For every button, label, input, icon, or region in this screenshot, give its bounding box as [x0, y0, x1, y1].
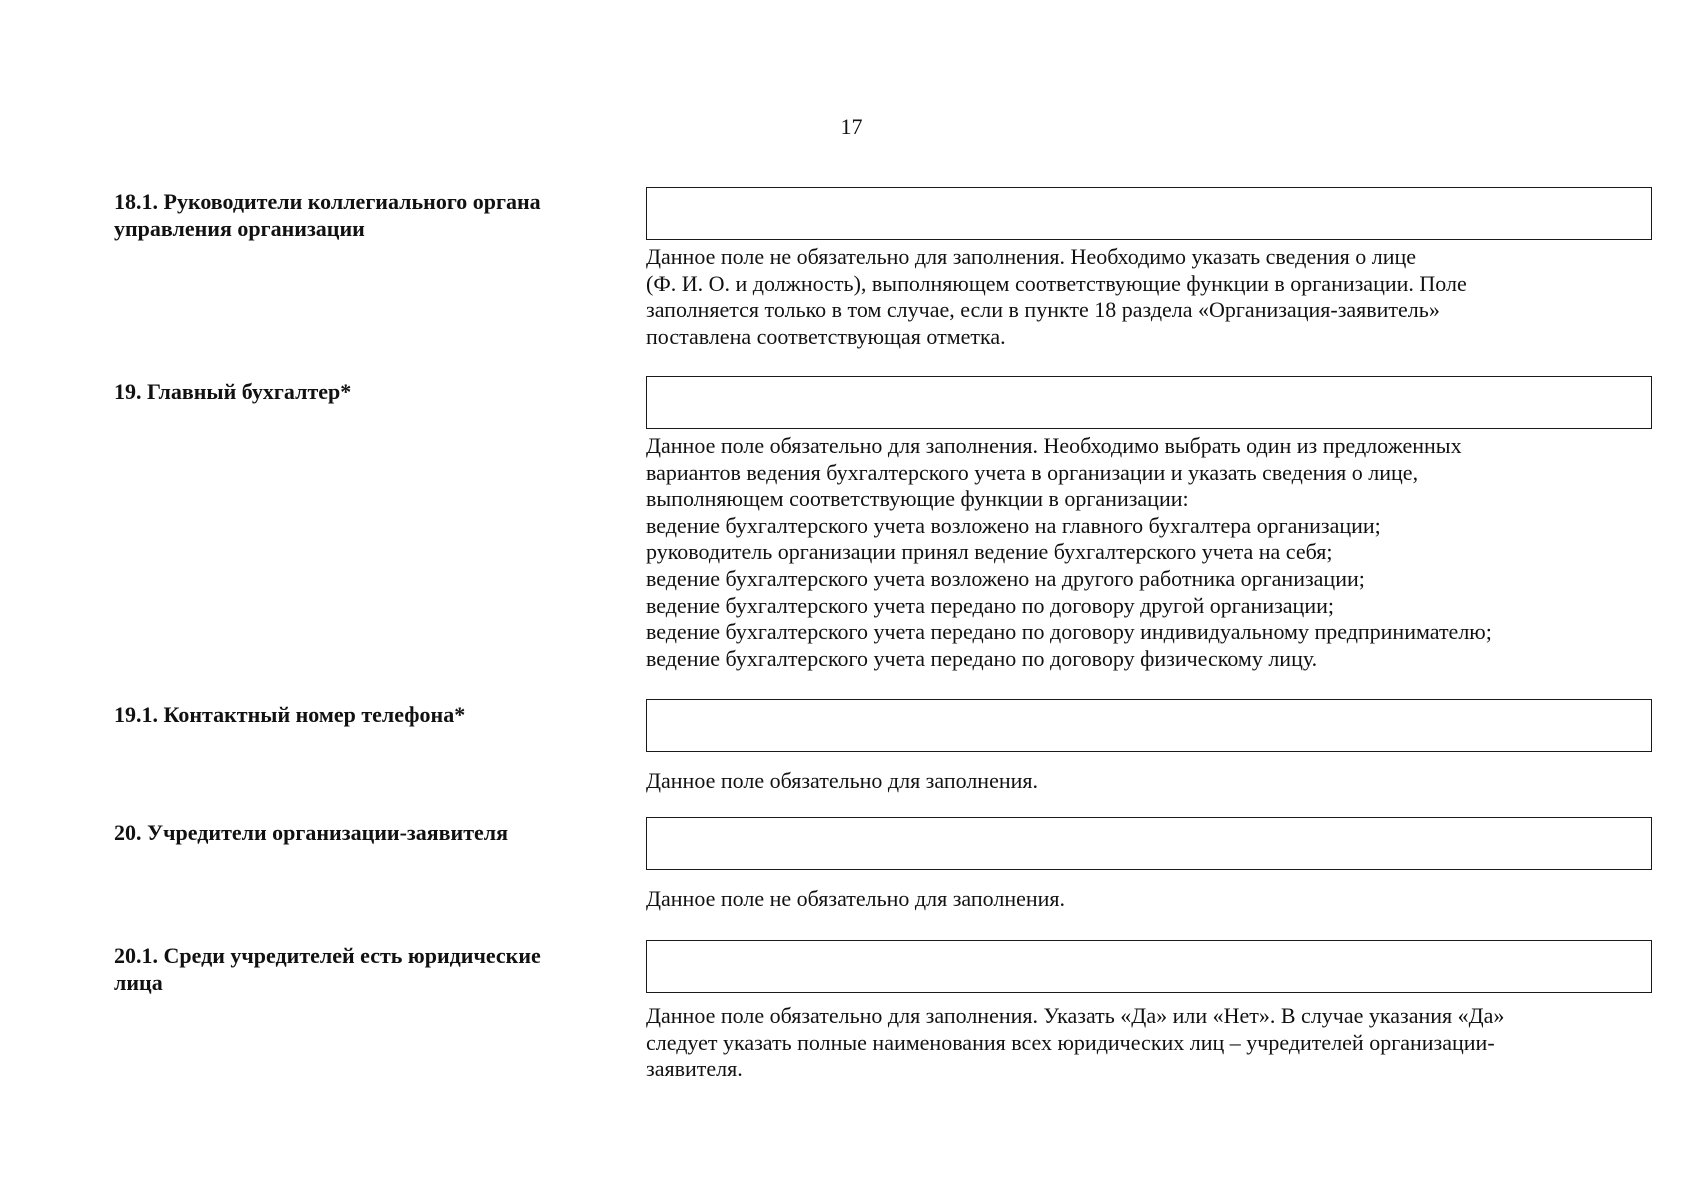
field-hint-19-1: Данное поле обязательно для заполнения. — [646, 768, 1039, 793]
field-label-19: 19. Главный бухгалтер* — [114, 379, 352, 404]
field-input-18-1[interactable] — [646, 187, 1652, 240]
page-number: 17 — [840, 114, 863, 139]
field-hint-19: Данное поле обязательно для заполнения. Необходимо выбрать один из предложенных вариантов ведения бухгалтерского учета в организации и указать сведения о лице, выполняющем соответствующие функции в организации: ведение бухгалтерского учета возложено на главного бухгалтера организации; руководитель организации принял ведение бухгалтерского учета на себя; ведение бухгалтерского учета возложено на другого работника организации; ведение бухгалтерского учета передано по договору другой организации; ведение бухгалтерского учета передано по договору индивидуальному предпринимателю; ведение бухгалтерского учета передано по договору физическому лицу. — [646, 433, 1492, 671]
field-input-20[interactable] — [646, 817, 1652, 870]
field-hint-20-1: Данное поле обязательно для заполнения. Указать «Да» или «Нет». В случае указания «Да» следует указать полные наименования всех юридических лиц – учредителей организации- заявителя. — [646, 1003, 1505, 1082]
field-hint-18-1: Данное поле не обязательно для заполнения. Необходимо указать сведения о лице (Ф. И. О. и должность), выполняющем соответствующие функции в организации. Поле заполняется только в том случае, если в пункте 18 раздела «Организация-заявитель» поставлена соответствующая отметка. — [646, 244, 1467, 349]
field-label-20: 20. Учредители организации-заявителя — [114, 820, 509, 845]
field-hint-20: Данное поле не обязательно для заполнения. — [646, 886, 1066, 911]
field-input-20-1[interactable] — [646, 940, 1652, 993]
field-input-19-1[interactable] — [646, 699, 1652, 752]
field-input-19[interactable] — [646, 376, 1652, 429]
field-label-19-1: 19.1. Контактный номер телефона* — [114, 702, 466, 727]
field-label-20-1: 20.1. Среди учредителей есть юридические лица — [114, 943, 541, 995]
field-label-18-1: 18.1. Руководители коллегиального органа управления организации — [114, 189, 541, 241]
